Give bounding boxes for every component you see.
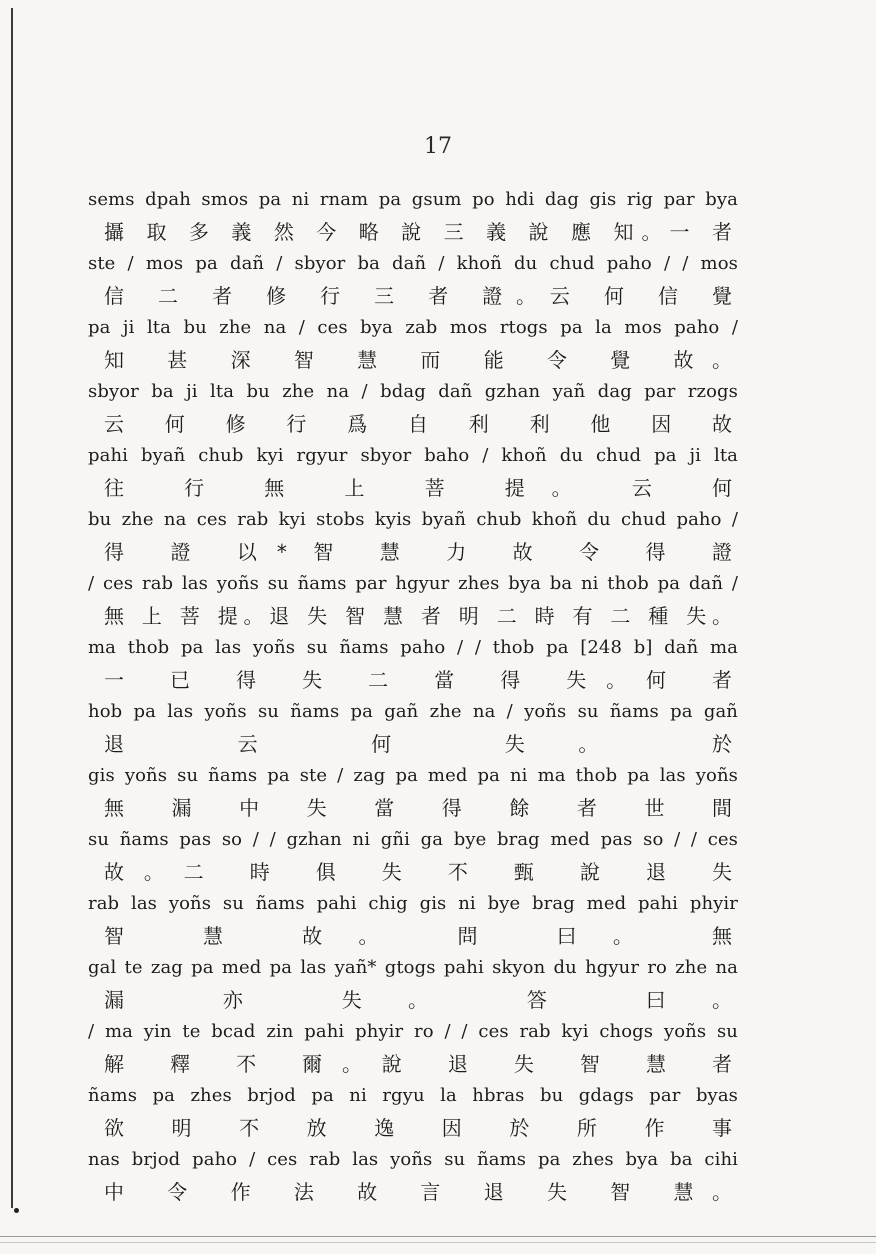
margin-dot — [14, 1208, 19, 1213]
chinese-line: 云 何 修 行 爲 自 利 利 他 因 故 — [104, 412, 732, 436]
chinese-line: 智 慧 故。 問 曰。 無 — [104, 924, 732, 948]
chinese-line: 知 甚 深 智 慧 而 能 令 覺 故。 — [104, 348, 732, 372]
tibetan-line: gal te zag pa med pa las yañ* gtogs pahi skyon du hgyur ro zhe na — [88, 957, 738, 978]
chinese-line: 解 釋 不 爾。說 退 失 智 慧 者 — [104, 1052, 732, 1076]
chinese-line: 欲 明 不 放 逸 因 於 所 作 事 — [104, 1116, 732, 1140]
chinese-line: 一 已 得 失 二 當 得 失。何 者 — [104, 668, 732, 692]
tibetan-line: pahi byañ chub kyi rgyur sbyor baho / khoñ du chud pa ji lta — [88, 445, 738, 466]
tibetan-line: ste / mos pa dañ / sbyor ba dañ / khoñ du chud paho / / mos — [88, 253, 738, 274]
tibetan-line: sbyor ba ji lta bu zhe na / bdag dañ gzhan yañ dag par rzogs — [88, 381, 738, 402]
tibetan-line: sems dpah smos pa ni rnam pa gsum po hdi dag gis rig par bya — [88, 189, 738, 210]
tibetan-line: pa ji lta bu zhe na / ces bya zab mos rtogs pa la mos paho / — [88, 317, 738, 338]
chinese-line: 信 二 者 修 行 三 者 證。云 何 信 覺 — [104, 284, 732, 308]
chinese-line: 退 云 何 失。 於 — [104, 732, 732, 756]
bilingual-text-block — [88, 184, 738, 1208]
tibetan-line: / ma yin te bcad zin pahi phyir ro / / ces rab kyi chogs yoñs su — [88, 1021, 738, 1042]
tibetan-line: bu zhe na ces rab kyi stobs kyis byañ chub khoñ du chud paho / — [88, 509, 738, 530]
tibetan-line: ma thob pa las yoñs su ñams paho / / thob pa [248 b] dañ ma — [88, 637, 738, 658]
tibetan-line: nas brjod paho / ces rab las yoñs su ñams pa zhes bya ba cihi — [88, 1149, 738, 1170]
chinese-line: 攝 取 多 義 然 今 略 說 三 義 說 應 知。一 者 — [104, 220, 732, 244]
page-number: 17 — [424, 134, 452, 159]
chinese-line: 往 行 無 上 菩 提。 云 何 — [104, 476, 732, 500]
tibetan-line: / ces rab las yoñs su ñams par hgyur zhes bya ba ni thob pa dañ / — [88, 573, 738, 594]
bottom-rule-secondary — [0, 1242, 876, 1243]
chinese-line: 無 上 菩 提。退 失 智 慧 者 明 二 時 有 二 種 失。 — [104, 604, 732, 628]
left-margin-rule — [11, 8, 13, 1208]
chinese-line: 漏 亦 失。 答 曰。 — [104, 988, 732, 1012]
tibetan-line: rab las yoñs su ñams pahi chig gis ni bye brag med pahi phyir — [88, 893, 738, 914]
tibetan-line: su ñams pas so / / gzhan ni gñi ga bye brag med pas so / / ces — [88, 829, 738, 850]
chinese-line: 無 漏 中 失 當 得 餘 者 世 間 — [104, 796, 732, 820]
chinese-line: 故。二 時 俱 失 不 甄 說 退 失 — [104, 860, 732, 884]
tibetan-line: gis yoñs su ñams pa ste / zag pa med pa ni ma thob pa las yoñs — [88, 765, 738, 786]
chinese-line: 中 令 作 法 故 言 退 失 智 慧。 — [104, 1180, 732, 1204]
chinese-line: 得 證 以* 智 慧 力 故 令 得 證 — [104, 540, 732, 564]
tibetan-line: hob pa las yoñs su ñams pa gañ zhe na / yoñs su ñams pa gañ — [88, 701, 738, 722]
bottom-rule — [0, 1236, 876, 1237]
tibetan-line: ñams pa zhes brjod pa ni rgyu la hbras bu gdags par byas — [88, 1085, 738, 1106]
